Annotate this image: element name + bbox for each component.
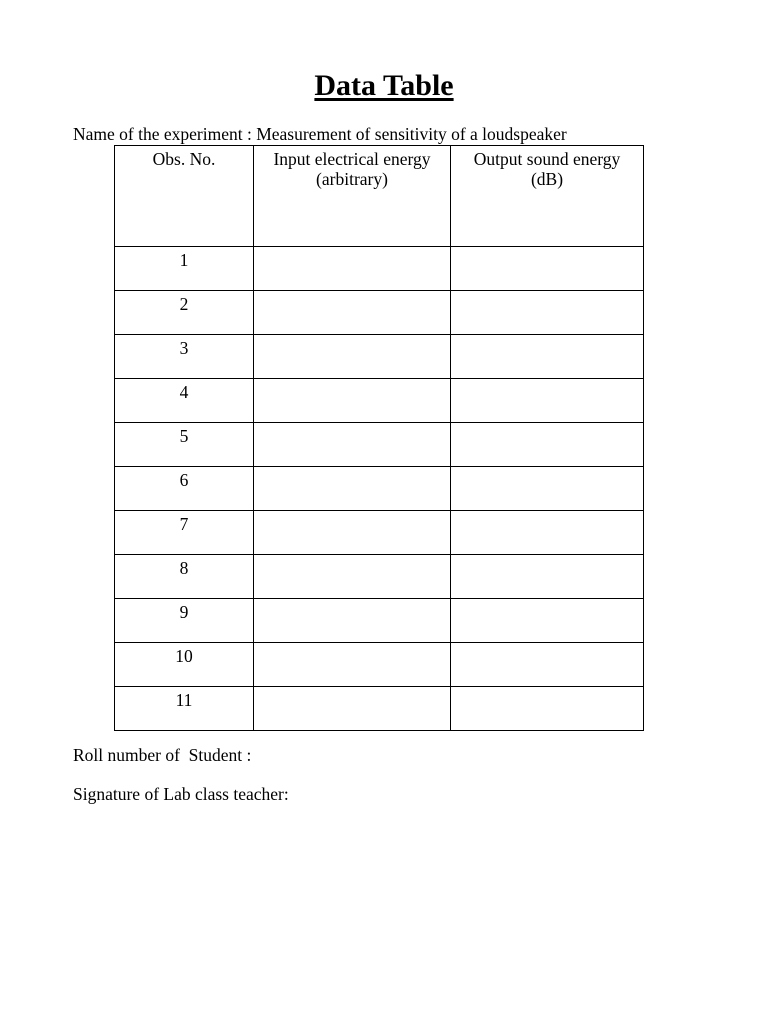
header-output-energy — [451, 146, 644, 247]
input-energy-cell — [254, 643, 451, 687]
table-row — [115, 379, 644, 423]
table-row — [115, 291, 644, 335]
table-body — [115, 247, 644, 731]
obs-no-cell: 2 — [115, 291, 254, 335]
input-energy-cell — [254, 687, 451, 731]
output-energy-cell — [451, 511, 644, 555]
obs-no-cell: 11 — [115, 687, 254, 731]
input-energy-cell — [254, 555, 451, 599]
input-energy-cell — [254, 511, 451, 555]
table-row — [115, 643, 644, 687]
input-energy-cell — [254, 467, 451, 511]
obs-no-cell: 7 — [115, 511, 254, 555]
table-row — [115, 335, 644, 379]
obs-no-cell: 9 — [115, 599, 254, 643]
input-energy-cell — [254, 423, 451, 467]
obs-no-cell: 10 — [115, 643, 254, 687]
obs-no-cell: 1 — [115, 247, 254, 291]
input-energy-cell — [254, 599, 451, 643]
output-energy-cell — [451, 467, 644, 511]
output-energy-cell — [451, 335, 644, 379]
table-row — [115, 247, 644, 291]
header-input-energy-unit: (arbitrary) — [316, 169, 388, 189]
output-energy-cell — [451, 555, 644, 599]
input-energy-cell — [254, 247, 451, 291]
header-obs-no-label: Obs. No. — [152, 149, 216, 169]
header-output-energy-label: Output sound energy — [473, 149, 621, 169]
roll-number-field: Roll number of Student : — [73, 745, 252, 765]
obs-no-cell: 6 — [115, 467, 254, 511]
experiment-name: Name of the experiment : Measurement of sensitivity of a loudspeaker — [73, 124, 567, 144]
table-row — [115, 467, 644, 511]
header-output-energy-unit: (dB) — [530, 169, 564, 189]
table-row — [115, 687, 644, 731]
header-obs-no — [115, 146, 254, 247]
obs-no-cell: 3 — [115, 335, 254, 379]
output-energy-cell — [451, 247, 644, 291]
table-row — [115, 599, 644, 643]
output-energy-cell — [451, 687, 644, 731]
header-input-energy-label: Input electrical energy — [273, 149, 431, 169]
obs-no-cell: 8 — [115, 555, 254, 599]
page-title: Data Table — [314, 69, 454, 102]
data-table — [114, 145, 644, 731]
table-header-row — [115, 146, 644, 247]
table-row — [115, 423, 644, 467]
obs-no-cell: 4 — [115, 379, 254, 423]
teacher-signature-field: Signature of Lab class teacher: — [73, 784, 289, 804]
output-energy-cell — [451, 423, 644, 467]
output-energy-cell — [451, 599, 644, 643]
table-row — [115, 511, 644, 555]
input-energy-cell — [254, 291, 451, 335]
output-energy-cell — [451, 379, 644, 423]
table-row — [115, 555, 644, 599]
output-energy-cell — [451, 291, 644, 335]
obs-no-cell: 5 — [115, 423, 254, 467]
header-input-energy — [254, 146, 451, 247]
input-energy-cell — [254, 335, 451, 379]
input-energy-cell — [254, 379, 451, 423]
output-energy-cell — [451, 643, 644, 687]
